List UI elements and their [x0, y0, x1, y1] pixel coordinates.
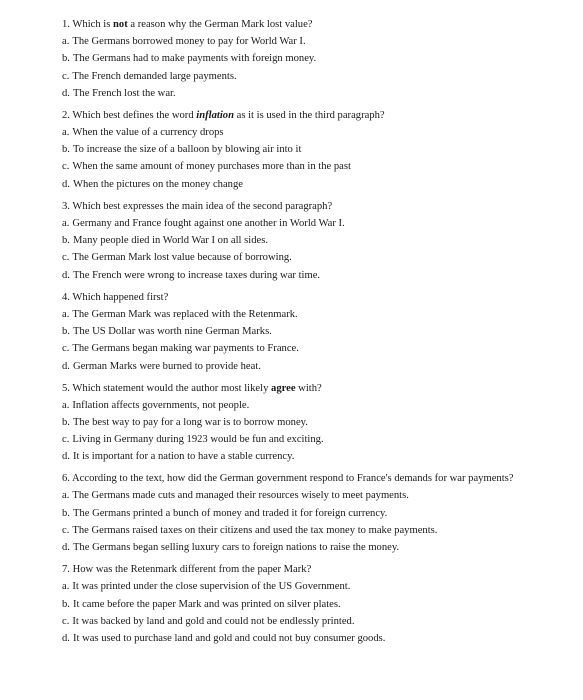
answer-option: [62, 325, 563, 338]
answer-option: [62, 450, 563, 463]
answer-option: [62, 433, 563, 446]
question-text: Which best expresses the main idea of the second paragraph?: [72, 200, 333, 212]
option-letter: d.: [62, 87, 70, 99]
option-letter: b.: [62, 235, 70, 247]
option-text: The German Mark was replaced with the Retenmark.: [72, 308, 298, 320]
question-text: Which happened first?: [72, 291, 169, 303]
answer-option: [62, 615, 563, 628]
option-letter: c.: [62, 252, 70, 264]
question-stem: [62, 382, 563, 395]
question-3: [62, 200, 563, 282]
option-text: Germany and France fought against one another in World War I.: [72, 217, 345, 229]
option-letter: a.: [62, 126, 70, 138]
option-text: When the same amount of money purchases more than in the past: [72, 161, 351, 173]
question-number: 7.: [62, 564, 70, 576]
option-letter: b.: [62, 144, 70, 156]
question-text: According to the text, how did the German government respond to France's demands for war payments?: [72, 473, 514, 485]
question-text: as it is used in the third paragraph?: [233, 109, 385, 121]
option-text: The German Mark lost value because of borrowing.: [72, 252, 292, 264]
option-letter: a.: [62, 399, 70, 411]
question-1: [62, 18, 563, 100]
option-letter: b.: [62, 325, 70, 337]
option-text: It came before the paper Mark and was printed on silver plates.: [72, 598, 341, 610]
answer-option: [62, 70, 563, 83]
question-list: [62, 18, 563, 645]
answer-option: [62, 87, 563, 100]
option-text: The US Dollar was worth nine German Marks.: [72, 325, 272, 337]
option-text: The French lost the war.: [72, 87, 176, 99]
option-letter: d.: [62, 360, 70, 372]
answer-option: [62, 632, 563, 645]
question-number: 3.: [62, 200, 70, 212]
answer-option: [62, 489, 563, 502]
answer-option: [62, 217, 563, 230]
answer-option: [62, 178, 563, 191]
option-letter: b.: [62, 598, 70, 610]
answer-option: [62, 160, 563, 173]
answer-option: [62, 580, 563, 593]
option-letter: c.: [62, 525, 70, 537]
option-letter: c.: [62, 343, 70, 355]
question-text: Which statement would the author most likely: [72, 382, 272, 394]
question-number: 1.: [62, 19, 70, 30]
option-text: It was used to purchase land and gold and could not buy consumer goods.: [72, 633, 386, 645]
question-4: [62, 291, 563, 373]
question-7: [62, 563, 563, 645]
option-text: When the value of a currency drops: [72, 126, 224, 138]
option-text: Living in Germany during 1923 would be fun and exciting.: [72, 434, 324, 446]
option-text: The Germans began selling luxury cars to foreign nations to raise the money.: [72, 542, 400, 554]
option-letter: b.: [62, 53, 70, 65]
answer-option: [62, 541, 563, 554]
option-letter: c.: [62, 615, 70, 627]
option-letter: a.: [62, 490, 70, 502]
answer-option: [62, 52, 563, 65]
option-letter: a.: [62, 36, 70, 47]
question-stem: [62, 563, 563, 576]
option-text: The Germans began making war payments to France.: [72, 343, 299, 355]
emphasized-word: inflation: [196, 109, 234, 121]
option-letter: b.: [62, 416, 70, 428]
question-stem: [62, 291, 563, 304]
answer-option: [62, 126, 563, 139]
option-text: The Germans had to make payments with foreign money.: [72, 53, 317, 65]
option-letter: a.: [62, 308, 70, 320]
option-letter: d.: [62, 451, 70, 463]
question-number: 5.: [62, 382, 70, 394]
question-number: 6.: [62, 473, 70, 485]
question-text: How was the Retenmark different from the paper Mark?: [72, 564, 312, 576]
option-text: It was backed by land and gold and could not be endlessly printed.: [72, 615, 355, 627]
option-letter: c.: [62, 161, 70, 173]
option-text: It is important for a nation to have a stable currency.: [72, 451, 295, 463]
option-text: The French were wrong to increase taxes during war time.: [72, 269, 321, 281]
answer-option: [62, 269, 563, 282]
answer-option: [62, 360, 563, 373]
emphasized-word: agree: [271, 382, 296, 394]
option-text: The best way to pay for a long war is to borrow money.: [72, 416, 308, 428]
question-text: with?: [295, 382, 322, 394]
answer-option: [62, 143, 563, 156]
option-text: The Germans borrowed money to pay for World War I.: [72, 36, 306, 47]
answer-option: [62, 251, 563, 264]
answer-option: [62, 524, 563, 537]
option-letter: d.: [62, 178, 70, 190]
question-stem: [62, 109, 563, 122]
question-stem: [62, 18, 563, 31]
emphasized-word: not: [113, 19, 128, 30]
question-number: 2.: [62, 109, 70, 121]
option-letter: a.: [62, 217, 70, 229]
question-text: Which is: [72, 19, 114, 30]
option-letter: d.: [62, 633, 70, 645]
question-2: [62, 109, 563, 191]
question-stem: [62, 200, 563, 213]
option-text: Many people died in World War I on all sides.: [72, 235, 268, 247]
option-text: German Marks were burned to provide heat.: [72, 360, 261, 372]
option-letter: c.: [62, 70, 70, 82]
option-letter: d.: [62, 542, 70, 554]
option-text: It was printed under the close supervision of the US Government.: [72, 581, 351, 593]
option-text: Inflation affects governments, not people.: [72, 399, 250, 411]
answer-option: [62, 308, 563, 321]
option-text: To increase the size of a balloon by blowing air into it: [72, 144, 302, 156]
option-text: The Germans raised taxes on their citizens and used the tax money to make payments.: [72, 525, 438, 537]
option-text: When the pictures on the money change: [72, 178, 243, 190]
question-text: Which best defines the word: [72, 109, 197, 121]
option-text: The Germans made cuts and managed their resources wisely to meet payments.: [72, 490, 409, 502]
question-number: 4.: [62, 291, 70, 303]
answer-option: [62, 416, 563, 429]
option-letter: d.: [62, 269, 70, 281]
option-text: The Germans printed a bunch of money and traded it for foreign currency.: [72, 507, 388, 519]
answer-option: [62, 507, 563, 520]
answer-option: [62, 399, 563, 412]
answer-option: [62, 234, 563, 247]
option-letter: b.: [62, 507, 70, 519]
option-text: The French demanded large payments.: [72, 70, 237, 82]
option-letter: a.: [62, 581, 70, 593]
question-6: [62, 472, 563, 554]
question-text: a reason why the German Mark lost value?: [127, 19, 313, 30]
question-5: [62, 382, 563, 464]
question-stem: [62, 472, 563, 485]
answer-option: [62, 342, 563, 355]
answer-option: [62, 35, 563, 48]
answer-option: [62, 598, 563, 611]
option-letter: c.: [62, 434, 70, 446]
